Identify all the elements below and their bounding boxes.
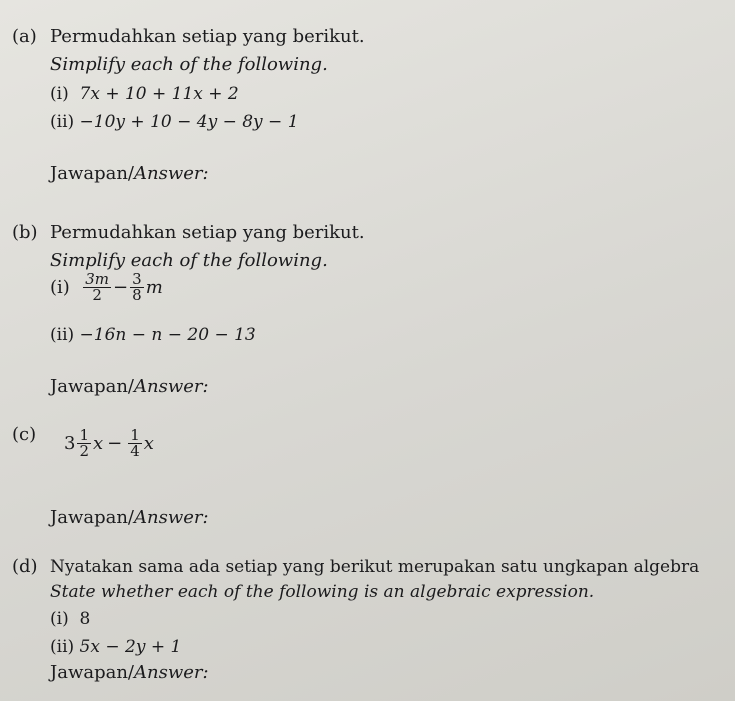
whole-number: 3 [64, 433, 76, 454]
question-a-malay: Permudahkan setiap yang berikut. [50, 26, 365, 47]
item-number: (i) [50, 84, 69, 104]
question-b-malay: Permudahkan setiap yang berikut. [50, 222, 365, 243]
question-b-item-1 [50, 272, 163, 303]
question-a-english: Simplify each of the following. [50, 54, 328, 75]
question-c-label: (c) [12, 424, 37, 445]
question-d-item-2 [50, 637, 181, 657]
fraction-1-over-4: $\frac{1}{4}$ [130, 426, 140, 460]
item-number: (ii) [50, 112, 75, 132]
question-b-answer-prompt: Jawapan/Answer: [50, 376, 209, 397]
question-a-label: (a) [12, 26, 37, 47]
question-d-item-1 [50, 609, 90, 629]
question-a-item-1 [50, 84, 239, 104]
minus-sign: − [107, 433, 123, 454]
minus-sign: − [113, 277, 129, 298]
fraction-3-over-8: $\frac{3}{8}$ [132, 270, 142, 304]
question-d-malay: Nyatakan sama ada setiap yang berikut merupakan satu ungkapan algebra [50, 557, 700, 577]
question-b-item-2 [50, 325, 256, 345]
variable-x: x [93, 433, 104, 454]
expression: 8 [79, 609, 91, 629]
item-number: (ii) [50, 325, 75, 345]
question-a-item-2 [50, 112, 299, 132]
question-c-expression [64, 428, 154, 459]
fraction-1-over-2: $\frac{1}{2}$ [79, 426, 89, 460]
question-d-label: (d) [12, 556, 38, 577]
expression: −10y + 10 − 4y − 8y − 1 [79, 112, 299, 132]
variable-x: x [143, 433, 154, 454]
question-c-answer-prompt: Jawapan/Answer: [50, 507, 209, 528]
question-b-label: (b) [12, 222, 38, 243]
item-number: (i) [50, 609, 69, 629]
fraction-3m-over-2: $\frac{3m}{2}$ [85, 270, 110, 304]
expression: 5x − 2y + 1 [79, 637, 182, 657]
expression: −16n − n − 20 − 13 [79, 325, 256, 345]
expression: 7x + 10 + 11x + 2 [79, 84, 239, 104]
question-d-answer-prompt: Jawapan/Answer: [50, 662, 209, 683]
item-number: (ii) [50, 637, 75, 657]
variable-m: m [145, 277, 163, 298]
question-d-english: State whether each of the following is an algebraic expression. [50, 582, 595, 602]
item-number: (i) [50, 277, 70, 298]
question-b-english: Simplify each of the following. [50, 250, 328, 271]
question-a-answer-prompt: Jawapan/Answer: [50, 163, 209, 184]
